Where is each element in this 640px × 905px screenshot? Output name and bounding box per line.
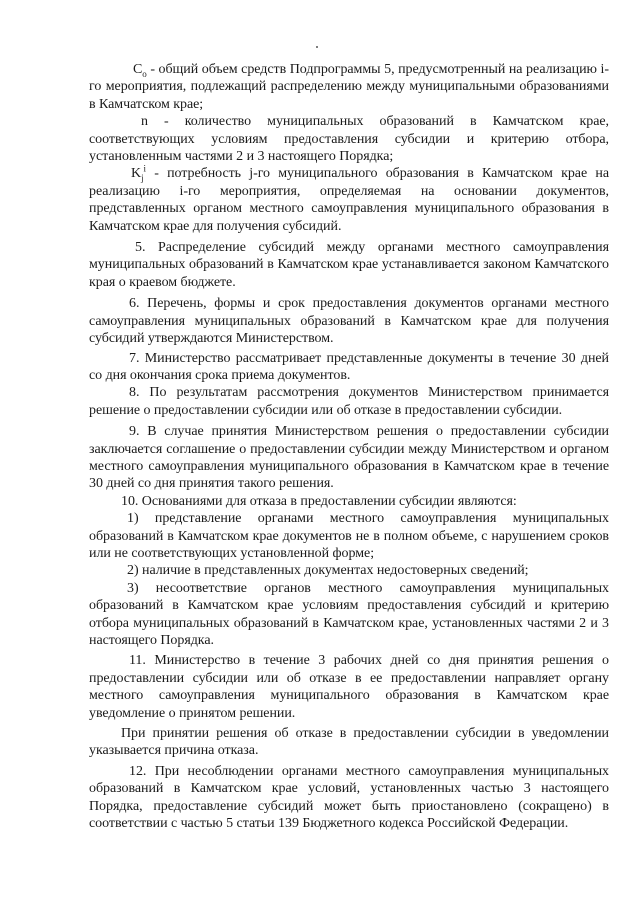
- paragraph-11-note: При принятии решения об отказе в предоставлении субсидии в уведомлении указывается причина отказа.: [89, 726, 609, 759]
- paragraph-10-item-1: 1) представление органами местного самоуправления муниципальных образований в Камчатском крае документов не в полном объеме, с нарушением сроков или не соответствующих установленной форме;: [89, 511, 609, 561]
- paragraph-11: 11. Министерство в течение 3 рабочих дней со дня принятия решения о предоставлении субсидии или об отказе в ее предоставлении направляет органу местного самоуправления муниципального образования в Камчатском крае уведомление о принятом решении.: [89, 653, 609, 721]
- paragraph-10-item-2: 2) наличие в представленных документах недостоверных сведений;: [127, 563, 529, 579]
- subscript: j: [141, 173, 144, 184]
- paragraph-text: - количество муниципальных образований в Камчатском крае, соответствующих условиям предоставления субсидии и критерию отбора, установленным частями 2 и 3 настоящего Порядка;: [89, 114, 609, 165]
- paragraph-5: 5. Распределение субсидий между органами местного самоуправления муниципальных образований в Камчатском крае устанавливается законом Камчатского края о краевом бюджете.: [89, 240, 609, 290]
- paragraph-10-item-3: 3) несоответствие органов местного самоуправления муниципальных образований в Камчатском крае условиям предоставления субсидий и критерию отбора муниципальных образований в Камчатском крае, установленных частями 2 и 3 настоящего Порядка.: [89, 580, 609, 648]
- definition-n: [89, 113, 609, 165]
- paragraph-6: 6. Перечень, формы и срок предоставления документов органами местного самоуправления муниципальных образований в Камчатском крае для получения субсидий утверждаются Министерством.: [89, 296, 609, 347]
- subscript: o: [142, 68, 147, 79]
- scan-speck: [316, 46, 318, 48]
- paragraph-10: 10. Основаниями для отказа в предоставлении субсидии являются:: [121, 493, 517, 509]
- symbol: C: [133, 62, 143, 77]
- paragraph-8: 8. По результатам рассмотрения документов Министерством принимается решение о предоставлении субсидии или об отказе в предоставлении субсидии.: [89, 385, 609, 418]
- paragraph-text: - общий объем средств Подпрограммы 5, предусмотренный на реализацию i-го мероприятия, подлежащий распределению между муниципальными образованиями в Камчатском крае;: [89, 62, 609, 112]
- superscript: i: [143, 163, 146, 174]
- definition-kj: [89, 165, 609, 235]
- paragraph-9: 9. В случае принятия Министерством решения о предоставлении субсидии заключается соглашение о предоставлении субсидии между Министерством и органом местного самоуправления муниципального образования в Камчатском крае в течение 30 дней со дня принятия такого решения.: [89, 424, 609, 492]
- paragraph-text: - потребность j-го муниципального образования в Камчатском крае на реализацию i-го мероприятия, определяемая на основании документов, представленных органом местного самоуправления муниципального образования в Камчатском крае для получения субсидий.: [89, 166, 609, 234]
- symbol: n: [141, 114, 148, 130]
- definition-c0: [89, 61, 609, 113]
- document-body: [89, 61, 609, 832]
- symbol: K: [131, 166, 142, 182]
- paragraph-7: 7. Министерство рассматривает представленные документы в течение 30 дней со дня окончания срока приема документов.: [89, 350, 609, 383]
- paragraph-12: 12. При несоблюдении органами местного самоуправления муниципальных образований в Камчатском крае условий, установленных частью 3 настоящего Порядка, предоставление субсидий может быть приостановлено (сокращено) в соответствии с частью 5 статьи 139 Бюджетного кодекса Российской Федерации.: [89, 763, 609, 832]
